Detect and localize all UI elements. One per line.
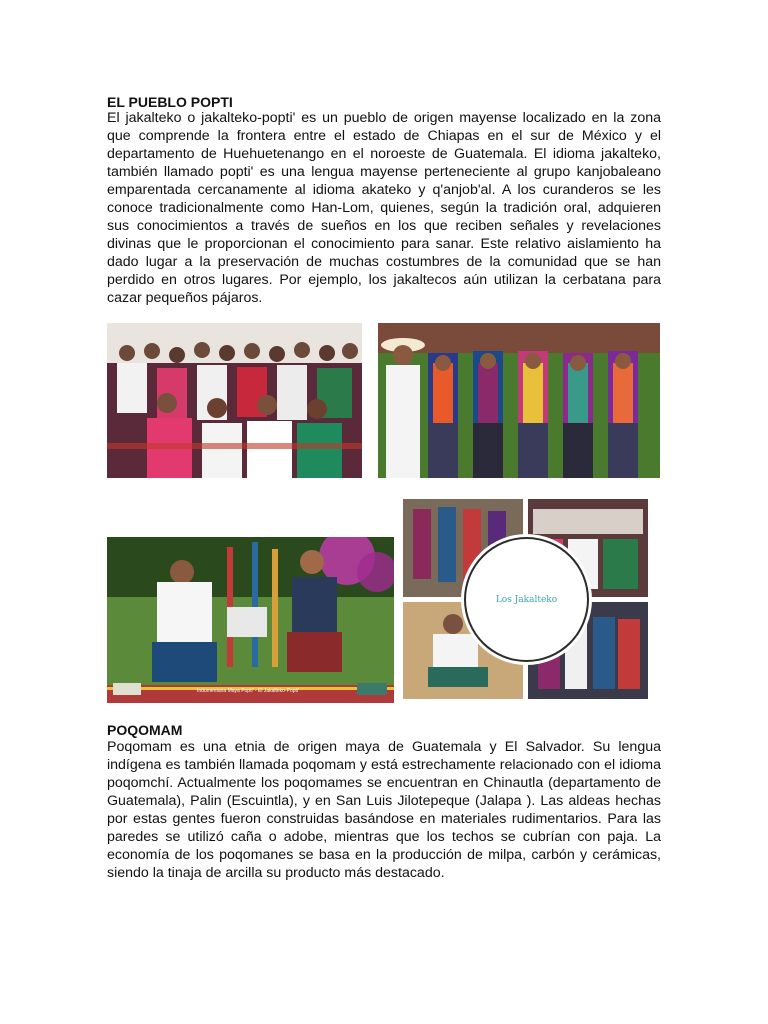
section-body-poqomam: Poqomam es una etnia de origen maya de Guatemala y El Salvador. Su lengua indígena es también llamada poqomam y está estrechamente relacionado con el idioma poqomchí. Actualmente los poqomames se encuentran en Chinautla (departamento de Guatemala), Palin (Escuintla), y en San Luis Jilotepeque (Jalapa ). Las aldeas hechas por estas gentes fueron construidas basándose en materiales rudimentarios. Para las paredes se utilizó caña o adobe, mientras que los techos se cubrían con paja. La economía de los poqomanes se basa en la producción de milpa, carbón y cerámicas, siendo la tinaja de arcilla su producto más destacado. xyxy=(107,739,661,881)
collage-label-circle xyxy=(469,542,584,657)
section-body-popti: El jakalteko o jakalteko-popti' es un pueblo de origen mayense localizado en la zona que comprende la frontera entre el estado de Chiapas en el sur de México y el departamento de Huehuetenango en el noroeste de Guatemala. El idioma jakalteko, también llamado popti' es una lengua mayense perteneciente al grupo kanjobaleano emparentada cercanamente al idioma akateko y q'anjob'al. A los curanderos se les conoce tradicionalmente como Han-Lom, quienes, según la tradición oral, adquieren sus conocimientos a través de sueños en los que reciben señales y revelaciones divinas que le proporcionan el conocimiento para sanar. Este relativo aislamiento ha dado lugar a la preservación de muchas costumbres de la comunidad que se han perdido en otros lugares. Por ejemplo, los jakaltecos aún utilizan la cerbatana para cazar pequeños pájaros. xyxy=(107,110,661,306)
video-caption: Indumentaria Maya Popti' - El Jakalteko-Popti' xyxy=(197,688,299,694)
collage-label: Los Jakalteko xyxy=(495,594,558,605)
photo-women-group xyxy=(107,323,362,478)
section-title-poqomam: POQOMAM xyxy=(107,722,183,738)
photo-interview-video-still xyxy=(107,537,394,703)
section-title-popti: EL PUEBLO POPTI xyxy=(107,94,233,110)
photo-women-shawls xyxy=(378,323,660,478)
